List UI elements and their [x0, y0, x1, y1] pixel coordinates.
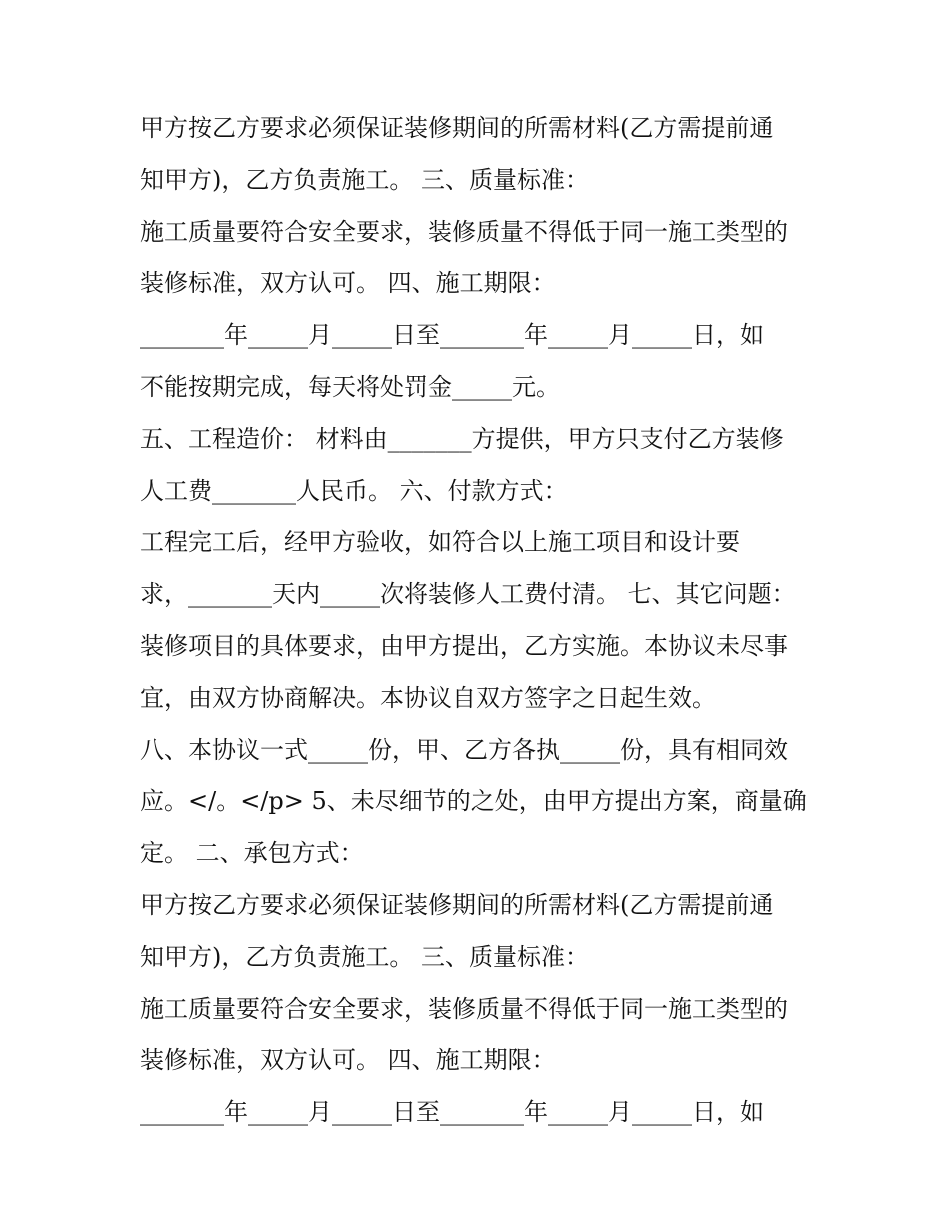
- text-line-10: 求，_______天内_____次将装修人工费付清。 七、其它问题：: [140, 580, 796, 609]
- text-line-3: 施工质量要符合安全要求，装修质量不得低于同一施工类型的: [140, 217, 788, 246]
- text-line-11: 装修项目的具体要求，由甲方提出，乙方实施。本协议未尽事: [140, 631, 788, 660]
- text-line-16: 甲方按乙方要求必须保证装修期间的所需材料(乙方需提前通: [140, 890, 774, 919]
- text-line-4: 装修标准，双方认可。 四、施工期限：: [140, 269, 556, 298]
- text-line-1: 甲方按乙方要求必须保证装修期间的所需材料(乙方需提前通: [140, 114, 774, 142]
- text-line-13: 八、本协议一式_____份，甲、乙方各执_____份，具有相同效: [140, 735, 788, 764]
- text-line-19: 装修标准，双方认可。 四、施工期限：: [140, 1046, 556, 1075]
- text-line-9: 工程完工后，经甲方验收，如符合以上施工项目和设计要: [140, 528, 740, 557]
- text-line-12: 宜，由双方协商解决。本协议自双方签字之日起生效。: [140, 683, 716, 712]
- text-line-17: 知甲方)，乙方负责施工。 三、质量标准：: [140, 942, 589, 971]
- text-line-5: _______年_____月_____日至_______年_____月_____日，如: [140, 321, 764, 350]
- document-body: [140, 103, 830, 1139]
- text-line-8: 人工费_______人民币。 六、付款方式：: [140, 476, 568, 505]
- text-line-15: 定。 二、承包方式：: [140, 839, 364, 868]
- text-line-20: _______年_____月_____日至_______年_____月_____日，如: [140, 1098, 764, 1127]
- text-line-7: 五、工程造价： 材料由_______方提供，甲方只支付乙方装修: [140, 424, 784, 453]
- text-line-18: 施工质量要符合安全要求，装修质量不得低于同一施工类型的: [140, 994, 788, 1023]
- text-line-2: 知甲方)，乙方负责施工。 三、质量标准：: [140, 165, 589, 194]
- text-line-14: 应。</。</p> 5、未尽细节的之处，由甲方提出方案，商量确: [140, 787, 807, 816]
- text-line-6: 不能按期完成，每天将处罚金_____元。: [140, 372, 560, 401]
